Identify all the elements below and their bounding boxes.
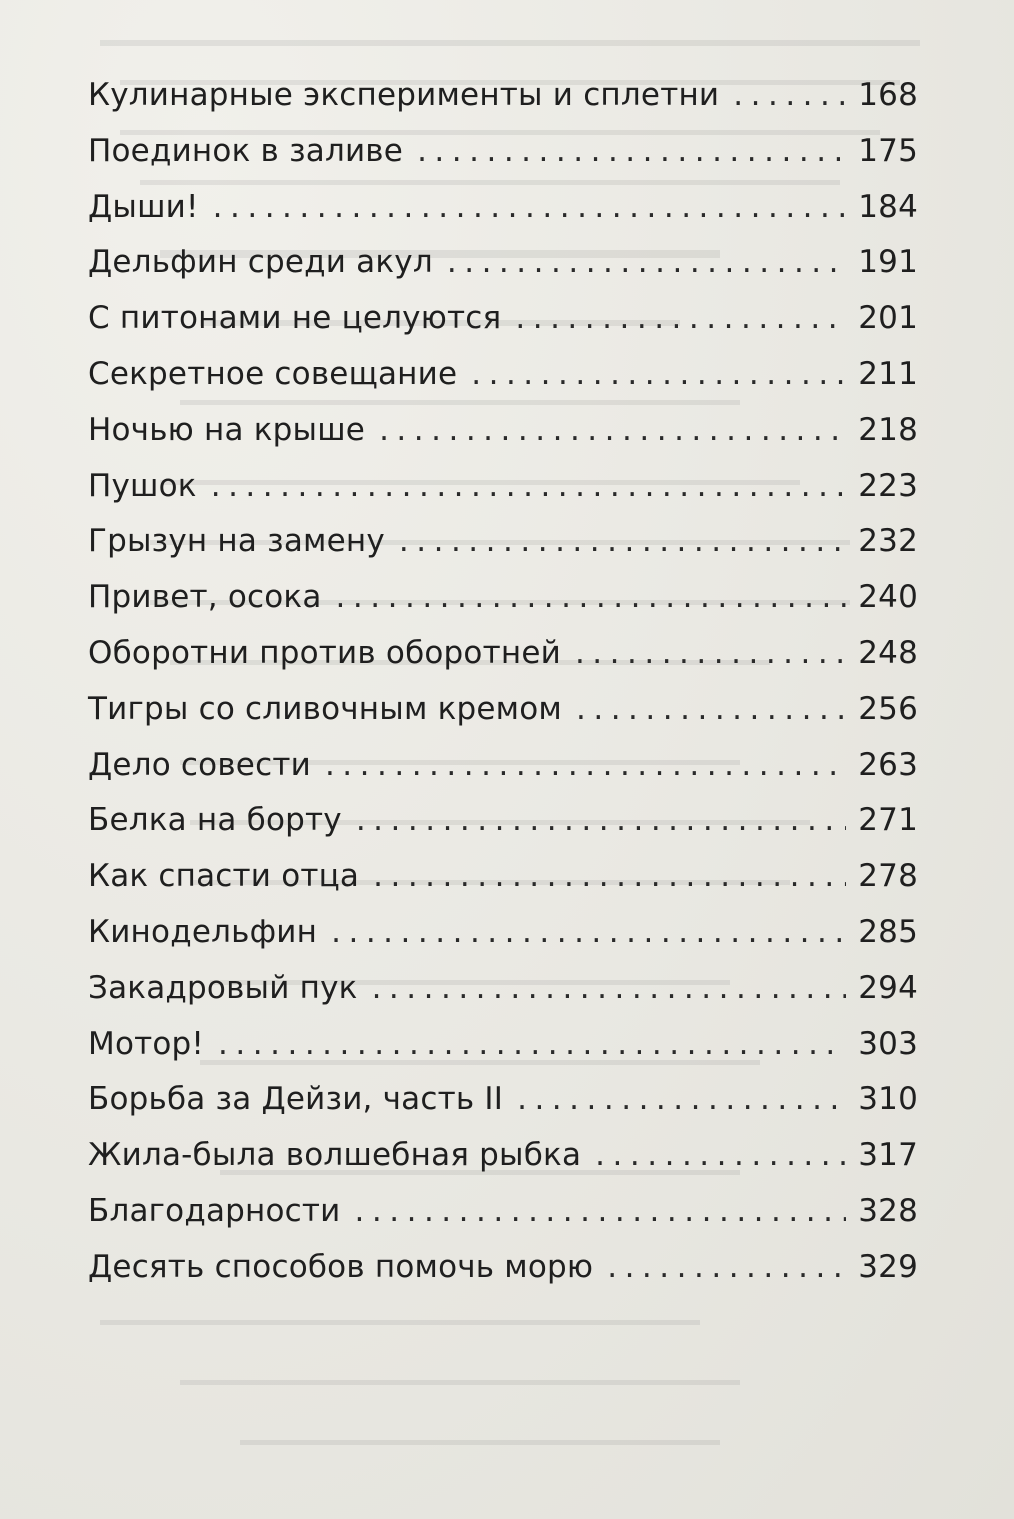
toc-entry	[88, 291, 918, 347]
toc-entry-title: Белка на борту	[88, 802, 342, 839]
toc-entry-page: 294	[858, 969, 918, 1006]
toc-dot-leader	[372, 961, 846, 1017]
toc-entry-title: Дельфин среди акул	[88, 244, 433, 281]
toc-entry-title: Дыши!	[88, 188, 199, 225]
toc-entry	[88, 1072, 918, 1128]
toc-dot-leader	[379, 403, 846, 459]
toc-entry-page: 223	[858, 467, 918, 504]
toc-dot-leader	[331, 905, 846, 961]
toc-entry-page: 317	[858, 1137, 918, 1174]
toc-entry	[88, 1184, 918, 1240]
toc-dot-leader	[211, 459, 846, 515]
toc-entry-title: Дело совести	[88, 746, 311, 783]
toc-entry-page: 175	[858, 132, 918, 169]
toc-entry	[88, 459, 918, 515]
table-of-contents	[88, 68, 918, 1296]
toc-dot-leader	[336, 570, 846, 626]
toc-entry-title: Жила-была волшебная рыбка	[88, 1137, 582, 1174]
toc-entry	[88, 905, 918, 961]
toc-dot-leader	[517, 1072, 846, 1128]
toc-entry-page: 263	[858, 746, 918, 783]
toc-entry-title: Как спасти отца	[88, 858, 360, 895]
toc-entry-page: 218	[858, 411, 918, 448]
toc-entry	[88, 68, 918, 124]
toc-entry-page: 271	[858, 802, 918, 839]
toc-entry-page: 191	[858, 244, 918, 281]
toc-entry-title: Кинодельфин	[88, 913, 318, 950]
toc-entry	[88, 961, 918, 1017]
toc-entry-page: 211	[858, 355, 918, 392]
toc-entry-page: 248	[858, 634, 918, 671]
toc-entry-title: Грызун на замену	[88, 523, 385, 560]
toc-entry-page: 329	[858, 1248, 918, 1285]
toc-entry	[88, 347, 918, 403]
toc-entry-page: 278	[858, 858, 918, 895]
toc-entry	[88, 1240, 918, 1296]
toc-entry	[88, 738, 918, 794]
toc-dot-leader	[399, 514, 846, 570]
toc-dot-leader	[355, 1184, 846, 1240]
toc-entry-page: 240	[858, 579, 918, 616]
toc-entry-page: 201	[858, 300, 918, 337]
toc-entry-page: 285	[858, 913, 918, 950]
toc-entry-page: 328	[858, 1192, 918, 1229]
toc-entry-title: Ночью на крыше	[88, 411, 366, 448]
toc-dot-leader	[607, 1240, 846, 1296]
toc-dot-leader	[213, 180, 846, 236]
toc-entry-page: 184	[858, 188, 918, 225]
toc-dot-leader	[417, 124, 846, 180]
toc-dot-leader	[733, 68, 846, 124]
toc-entry-title: Секретное совещание	[88, 355, 458, 392]
toc-dot-leader	[218, 1017, 846, 1073]
toc-entry-title: Мотор!	[88, 1025, 205, 1062]
toc-entry-page: 232	[858, 523, 918, 560]
toc-dot-leader	[325, 738, 846, 794]
toc-entry-title: Поединок в заливе	[88, 132, 404, 169]
toc-entry-page: 310	[858, 1081, 918, 1118]
toc-dot-leader	[595, 1128, 846, 1184]
toc-entry-title: Пушок	[88, 467, 197, 504]
toc-entry	[88, 124, 918, 180]
toc-dot-leader	[471, 347, 846, 403]
toc-entry-title: Привет, осока	[88, 579, 322, 616]
toc-dot-leader	[447, 235, 846, 291]
toc-entry-title: Благодарности	[88, 1192, 341, 1229]
toc-entry-title: С питонами не целуются	[88, 300, 502, 337]
toc-entry	[88, 849, 918, 905]
toc-entry-page: 303	[858, 1025, 918, 1062]
toc-entry	[88, 793, 918, 849]
toc-entry	[88, 1128, 918, 1184]
toc-entry	[88, 682, 918, 738]
toc-entry	[88, 514, 918, 570]
toc-entry	[88, 626, 918, 682]
toc-entry-title: Закадровый пук	[88, 969, 358, 1006]
toc-entry	[88, 570, 918, 626]
toc-entry-page: 256	[858, 690, 918, 727]
toc-entry-page: 168	[858, 77, 918, 113]
toc-entry	[88, 1017, 918, 1073]
toc-entry	[88, 403, 918, 459]
toc-entry-title: Оборотни против оборотней	[88, 634, 561, 671]
toc-dot-leader	[515, 291, 846, 347]
toc-dot-leader	[356, 793, 846, 849]
toc-entry	[88, 180, 918, 236]
toc-dot-leader	[373, 849, 846, 905]
toc-dot-leader	[576, 682, 846, 738]
toc-dot-leader	[575, 626, 846, 682]
toc-entry-title: Кулинарные эксперименты и сплетни	[88, 77, 720, 113]
toc-entry	[88, 235, 918, 291]
toc-entry-title: Тигры со сливочным кремом	[88, 690, 562, 727]
toc-entry-title: Десять способов помочь морю	[88, 1248, 594, 1285]
toc-entry-title: Борьба за Дейзи, часть II	[88, 1081, 504, 1118]
